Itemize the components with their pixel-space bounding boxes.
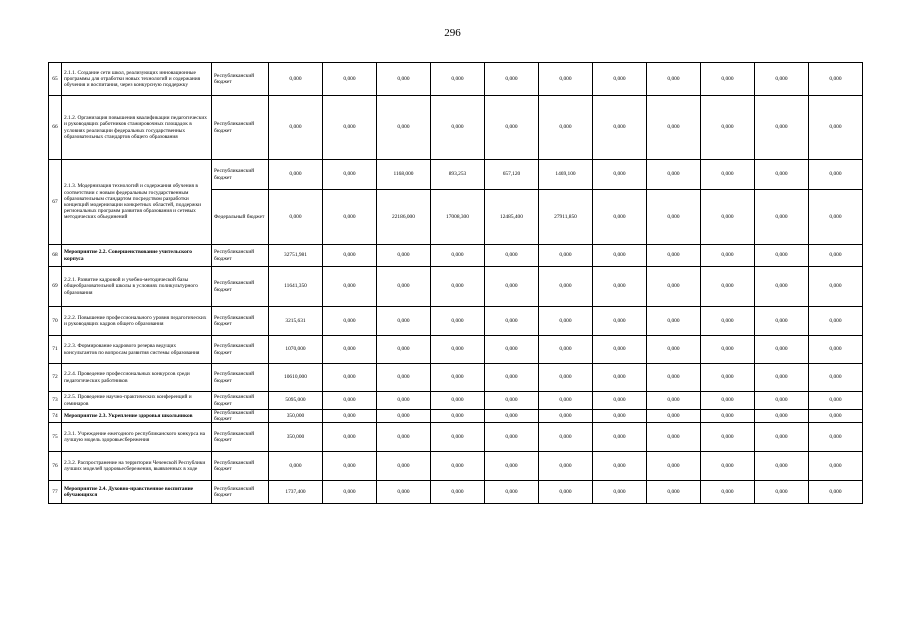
budget-value: 0,000 (269, 96, 323, 160)
budget-value: 0,000 (431, 96, 485, 160)
budget-value: 0,000 (269, 190, 323, 245)
budget-value: 0,000 (593, 410, 647, 423)
budget-value: 0,000 (269, 160, 323, 190)
budget-value: 0,000 (593, 63, 647, 96)
budget-value: 0,000 (701, 160, 755, 190)
budget-value: 0,000 (647, 423, 701, 452)
budget-value: 0,000 (701, 392, 755, 410)
budget-value: 0,000 (431, 245, 485, 267)
budget-value: 0,000 (755, 423, 809, 452)
budget-value: 3215,631 (269, 307, 323, 336)
table-row (49, 410, 863, 423)
row-number: 72 (49, 364, 62, 392)
budget-value: 0,000 (809, 267, 863, 307)
budget-value: 0,000 (647, 410, 701, 423)
budget-value: 0,000 (593, 452, 647, 481)
budget-value: 0,000 (701, 452, 755, 481)
row-number: 75 (49, 423, 62, 452)
table-row (49, 96, 863, 160)
budget-value: 0,000 (647, 481, 701, 504)
budget-value: 0,000 (323, 160, 377, 190)
budget-value: 0,000 (431, 364, 485, 392)
table-row (49, 307, 863, 336)
budget-value: 0,000 (809, 481, 863, 504)
budget-value: 0,000 (431, 392, 485, 410)
budget-value: 0,000 (593, 481, 647, 504)
budget-value: 0,000 (755, 63, 809, 96)
budget-value: 0,000 (323, 452, 377, 481)
budget-value: 0,000 (431, 267, 485, 307)
budget-value: 0,000 (377, 423, 431, 452)
budget-value: 0,000 (539, 423, 593, 452)
funding-source: Республиканский бюджет (212, 336, 269, 364)
budget-value: 0,000 (539, 96, 593, 160)
budget-value: 0,000 (485, 245, 539, 267)
budget-value: 0,000 (755, 267, 809, 307)
budget-value: 0,000 (755, 160, 809, 190)
budget-value: 0,000 (701, 423, 755, 452)
budget-value: 0,000 (485, 392, 539, 410)
budget-value: 0,000 (755, 364, 809, 392)
activity-name: Мероприятие 2.4. Духовно-нравственное воспитание обучающихся (62, 481, 212, 504)
budget-value: 657,120 (485, 160, 539, 190)
budget-value: 0,000 (377, 96, 431, 160)
budget-value: 0,000 (323, 63, 377, 96)
budget-value: 0,000 (485, 452, 539, 481)
budget-value: 0,000 (809, 160, 863, 190)
budget-value: 0,000 (593, 245, 647, 267)
row-number: 69 (49, 267, 62, 307)
budget-value: 0,000 (377, 307, 431, 336)
budget-value: 0,000 (377, 245, 431, 267)
budget-value: 0,000 (323, 267, 377, 307)
budget-value: 0,000 (485, 423, 539, 452)
budget-value: 0,000 (323, 423, 377, 452)
budget-value: 0,000 (593, 392, 647, 410)
row-number: 65 (49, 63, 62, 96)
budget-value: 0,000 (431, 410, 485, 423)
budget-value: 0,000 (485, 410, 539, 423)
funding-source: Республиканский бюджет (212, 392, 269, 410)
budget-value: 0,000 (323, 336, 377, 364)
budget-value: 0,000 (755, 96, 809, 160)
budget-value: 0,000 (701, 364, 755, 392)
funding-source: Республиканский бюджет (212, 364, 269, 392)
activity-name: 2.2.2. Повышение профессионального уровня педагогических и руководящих кадров общего образования (62, 307, 212, 336)
activity-name: Мероприятие 2.2. Совершенствование учительского корпуса (62, 245, 212, 267)
budget-value: 0,000 (431, 423, 485, 452)
budget-value: 0,000 (431, 481, 485, 504)
row-number: 67 (49, 160, 62, 245)
budget-value: 0,000 (647, 96, 701, 160)
page-number: 296 (444, 27, 461, 39)
budget-value: 0,000 (647, 190, 701, 245)
funding-source: Республиканский бюджет (212, 410, 269, 423)
budget-value: 0,000 (647, 336, 701, 364)
funding-source: Республиканский бюджет (212, 452, 269, 481)
budget-value: 0,000 (647, 267, 701, 307)
budget-value: 0,000 (377, 267, 431, 307)
row-number: 68 (49, 245, 62, 267)
funding-source: Республиканский бюджет (212, 96, 269, 160)
activity-name: 2.1.3. Модернизация технологий и содержания обучения в соответствии с новым федеральным государственным образовательным стандартом посредством разработки концепций модернизации конкретных областей, поддержки региональных программ развития образования и сетевых методических объединений (62, 160, 212, 245)
budget-value: 0,000 (431, 452, 485, 481)
budget-value: 0,000 (755, 392, 809, 410)
budget-value: 1070,000 (269, 336, 323, 364)
budget-value: 0,000 (701, 96, 755, 160)
budget-value: 0,000 (323, 392, 377, 410)
budget-value: 0,000 (593, 267, 647, 307)
budget-value: 0,000 (323, 481, 377, 504)
funding-source: Республиканский бюджет (212, 267, 269, 307)
activity-name: 2.3.1. Учреждение ежегодного республиканского конкурса на лучшую модель здоровьесбережения (62, 423, 212, 452)
budget-value: 1469,100 (539, 160, 593, 190)
budget-value: 0,000 (809, 392, 863, 410)
budget-value: 0,000 (809, 245, 863, 267)
budget-value: 0,000 (647, 392, 701, 410)
budget-value: 0,000 (431, 307, 485, 336)
budget-value: 0,000 (485, 267, 539, 307)
table-row (49, 481, 863, 504)
budget-value: 10610,000 (269, 364, 323, 392)
budget-value: 27911,850 (539, 190, 593, 245)
funding-source: Республиканский бюджет (212, 423, 269, 452)
budget-value: 0,000 (377, 336, 431, 364)
budget-value: 32751,981 (269, 245, 323, 267)
activity-name: 2.2.1. Развитие кадровой и учебно-методической базы общеобразовательной школы в условиях поликультурного образования (62, 267, 212, 307)
budget-value: 0,000 (485, 336, 539, 364)
budget-value: 0,000 (701, 410, 755, 423)
budget-value: 0,000 (809, 336, 863, 364)
funding-source: Республиканский бюджет (212, 245, 269, 267)
budget-value: 0,000 (593, 160, 647, 190)
table-body (49, 63, 863, 504)
budget-value: 11641,350 (269, 267, 323, 307)
budget-value: 0,000 (323, 410, 377, 423)
budget-value: 0,000 (809, 96, 863, 160)
budget-value: 17008,300 (431, 190, 485, 245)
budget-value: 0,000 (323, 96, 377, 160)
budget-value: 0,000 (539, 481, 593, 504)
row-number: 73 (49, 392, 62, 410)
funding-source: Республиканский бюджет (212, 481, 269, 504)
table-row (49, 364, 863, 392)
row-number: 76 (49, 452, 62, 481)
activity-name: 2.1.2. Организация повышения квалификации педагогических и руководящих работников стажировочных площадок в условиях реализации федеральных государственных образовательных стандартов общего образования (62, 96, 212, 160)
budget-value: 0,000 (809, 452, 863, 481)
budget-value: 0,000 (593, 423, 647, 452)
budget-value: 0,000 (485, 307, 539, 336)
budget-value: 0,000 (593, 190, 647, 245)
budget-value: 0,000 (701, 63, 755, 96)
budget-value: 0,000 (539, 63, 593, 96)
budget-value: 0,000 (809, 307, 863, 336)
budget-value: 0,000 (539, 410, 593, 423)
budget-value: 0,000 (647, 364, 701, 392)
budget-value: 0,000 (377, 63, 431, 96)
budget-value: 0,000 (809, 63, 863, 96)
budget-value: 0,000 (701, 245, 755, 267)
budget-value: 0,000 (539, 364, 593, 392)
budget-value: 0,000 (593, 307, 647, 336)
budget-table (48, 62, 863, 504)
budget-value: 0,000 (701, 481, 755, 504)
budget-value: 0,000 (809, 423, 863, 452)
table-row (49, 267, 863, 307)
table-row (49, 423, 863, 452)
budget-value: 0,000 (485, 63, 539, 96)
budget-value: 0,000 (377, 481, 431, 504)
budget-value: 0,000 (755, 410, 809, 423)
activity-name: 2.1.1. Создание сети школ, реализующих инновационные программы для отработки новых технологий и содержания обучения и воспитания, через конкурсную поддержку (62, 63, 212, 96)
budget-value: 0,000 (809, 190, 863, 245)
activity-name: 2.2.4. Проведение профессиональных конкурсов среди педагогических работников (62, 364, 212, 392)
budget-value: 12485,400 (485, 190, 539, 245)
budget-value: 0,000 (323, 245, 377, 267)
row-number: 66 (49, 96, 62, 160)
row-number: 77 (49, 481, 62, 504)
budget-value: 0,000 (539, 267, 593, 307)
budget-value: 0,000 (485, 364, 539, 392)
budget-value: 22186,000 (377, 190, 431, 245)
budget-value: 1737,400 (269, 481, 323, 504)
budget-value: 0,000 (755, 336, 809, 364)
budget-value: 0,000 (755, 452, 809, 481)
budget-value: 0,000 (647, 160, 701, 190)
budget-value: 0,000 (593, 364, 647, 392)
budget-value: 0,000 (809, 364, 863, 392)
activity-name: 2.2.3. Формирование кадрового резерва ведущих консультантов по вопросам развития системы образования (62, 336, 212, 364)
budget-value: 0,000 (539, 336, 593, 364)
budget-value: 0,000 (647, 63, 701, 96)
budget-value: 0,000 (323, 190, 377, 245)
table-row (49, 245, 863, 267)
row-number: 71 (49, 336, 62, 364)
budget-value: 0,000 (377, 364, 431, 392)
budget-value: 0,000 (485, 481, 539, 504)
budget-value: 0,000 (701, 307, 755, 336)
table-row (49, 452, 863, 481)
funding-source: Республиканский бюджет (212, 160, 269, 190)
budget-value: 0,000 (485, 96, 539, 160)
funding-source: Республиканский бюджет (212, 63, 269, 96)
budget-value: 0,000 (377, 410, 431, 423)
budget-value: 0,000 (539, 452, 593, 481)
budget-value: 350,000 (269, 423, 323, 452)
row-number: 70 (49, 307, 62, 336)
table-row (49, 336, 863, 364)
table-row (49, 392, 863, 410)
budget-value: 0,000 (647, 245, 701, 267)
budget-value: 0,000 (269, 452, 323, 481)
budget-value: 0,000 (431, 336, 485, 364)
budget-value: 0,000 (323, 364, 377, 392)
budget-value: 0,000 (701, 336, 755, 364)
budget-value: 0,000 (431, 63, 485, 96)
budget-value: 0,000 (269, 63, 323, 96)
budget-value: 0,000 (323, 307, 377, 336)
budget-value: 0,000 (539, 245, 593, 267)
budget-value: 0,000 (647, 307, 701, 336)
budget-value: 0,000 (809, 410, 863, 423)
budget-value: 0,000 (593, 96, 647, 160)
budget-value: 0,000 (539, 307, 593, 336)
budget-value: 0,000 (755, 481, 809, 504)
budget-value: 0,000 (647, 452, 701, 481)
budget-value: 0,000 (539, 392, 593, 410)
budget-value: 0,000 (755, 307, 809, 336)
row-number: 74 (49, 410, 62, 423)
budget-value: 5095,000 (269, 392, 323, 410)
budget-value: 0,000 (701, 190, 755, 245)
budget-value: 0,000 (755, 190, 809, 245)
activity-name: Мероприятие 2.3. Укрепление здоровья школьников (62, 410, 212, 423)
activity-name: 2.2.5. Проведение научно-практических конференций и семинаров (62, 392, 212, 410)
budget-value: 0,000 (377, 392, 431, 410)
funding-source: Республиканский бюджет (212, 307, 269, 336)
activity-name: 2.3.2. Распространение на территории Чеченской Республики лучших моделей здоровьесбережения, выявленных в ходе (62, 452, 212, 481)
budget-value: 350,000 (269, 410, 323, 423)
budget-value: 893,253 (431, 160, 485, 190)
table-row (49, 160, 863, 190)
budget-value: 0,000 (593, 336, 647, 364)
table-row (49, 63, 863, 96)
funding-source: Федеральный бюджет (212, 190, 269, 245)
budget-value: 0,000 (701, 267, 755, 307)
budget-value: 0,000 (377, 452, 431, 481)
budget-value: 1168,000 (377, 160, 431, 190)
budget-value: 0,000 (755, 245, 809, 267)
